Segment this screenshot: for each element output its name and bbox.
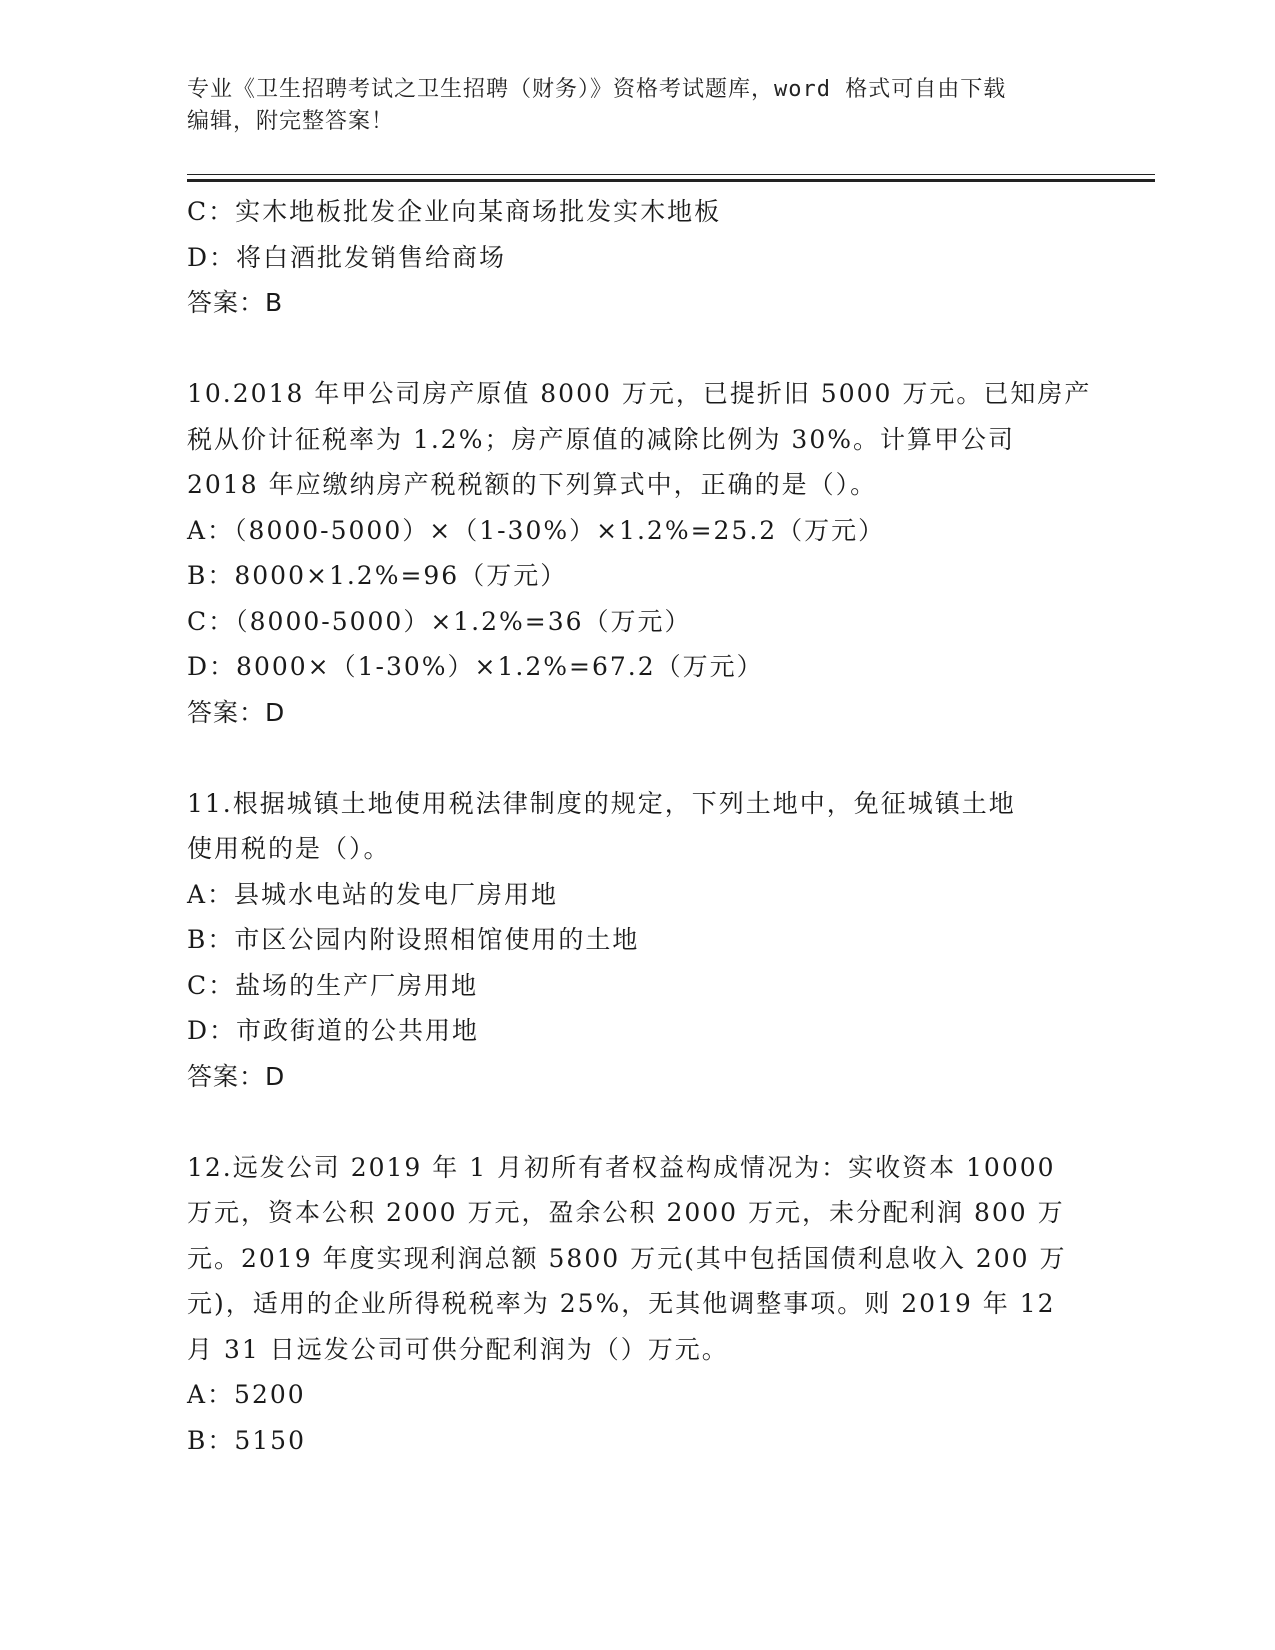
option-d: D：将白酒批发销售给商场	[187, 242, 507, 272]
question-stem-line: 月 31 日远发公司可供分配利润为（）万元。	[187, 1334, 729, 1364]
option-b: B：8000×1.2%=96（万元）	[187, 561, 568, 590]
question-stem-line: 11.根据城镇土地使用税法律制度的规定，下列土地中，免征城镇土地	[187, 788, 1016, 818]
question-stem-line: 万元，资本公积 2000 万元，盈余公积 2000 万元，未分配利润 800 万	[187, 1198, 1065, 1227]
question-stem-line: 税从价计征税率为 1.2%；房产原值的减除比例为 30%。计算甲公司	[187, 424, 1015, 454]
answer: 答案：D	[187, 1061, 286, 1091]
option-b: B：5150	[187, 1425, 306, 1455]
question-stem-line: 元。2019 年度实现利润总额 5800 万元(其中包括国债利息收入 200 万	[187, 1243, 1067, 1273]
spacer	[187, 326, 1087, 372]
spacer	[187, 735, 1087, 781]
option-a: A：县城水电站的发电厂房用地	[187, 879, 559, 909]
question-10	[187, 371, 1092, 735]
answer: 答案：D	[187, 697, 286, 727]
option-b: B：市区公园内附设照相馆使用的土地	[187, 925, 640, 954]
option-d: D：市政街道的公共用地	[187, 1016, 480, 1045]
question-stem-line: 元)，适用的企业所得税税率为 25%，无其他调整事项。则 2019 年 12	[187, 1289, 1056, 1318]
option-c: C：实木地板批发企业向某商场批发实木地板	[187, 197, 722, 226]
document-body	[187, 189, 1092, 1463]
header-line-2: 编辑，附完整答案！	[187, 109, 395, 134]
option-a: A：5200	[187, 1380, 306, 1409]
option-a: A：（8000-5000）×（1-30%）×1.2%=25.2（万元）	[187, 515, 886, 545]
question-9-continued	[187, 189, 1087, 326]
document-header	[187, 74, 1087, 138]
question-12	[187, 1145, 1087, 1464]
option-d: D：8000×（1-30%）×1.2%=67.2（万元）	[187, 652, 764, 681]
option-c: C：（8000-5000）×1.2%=36（万元）	[187, 606, 692, 636]
option-c: C：盐场的生产厂房用地	[187, 970, 479, 1000]
answer: 答案：B	[187, 288, 284, 317]
question-stem-line: 使用税的是（）。	[187, 834, 391, 863]
question-stem-line: 10.2018 年甲公司房产原值 8000 万元，已提折旧 5000 万元。已知房产	[187, 379, 1092, 408]
spacer	[187, 1099, 1087, 1145]
question-11	[187, 781, 1087, 1100]
header-divider-thick	[187, 179, 1155, 182]
header-divider-thin	[187, 174, 1155, 175]
question-stem-line: 2018 年应缴纳房产税税额的下列算式中，正确的是（）。	[187, 470, 878, 499]
header-line-1: 专业《卫生招聘考试之卫生招聘（财务）》资格考试题库，word 格式可自由下载	[187, 77, 1007, 102]
question-stem-line: 12.远发公司 2019 年 1 月初所有者权益构成情况为：实收资本 10000	[187, 1152, 1056, 1182]
